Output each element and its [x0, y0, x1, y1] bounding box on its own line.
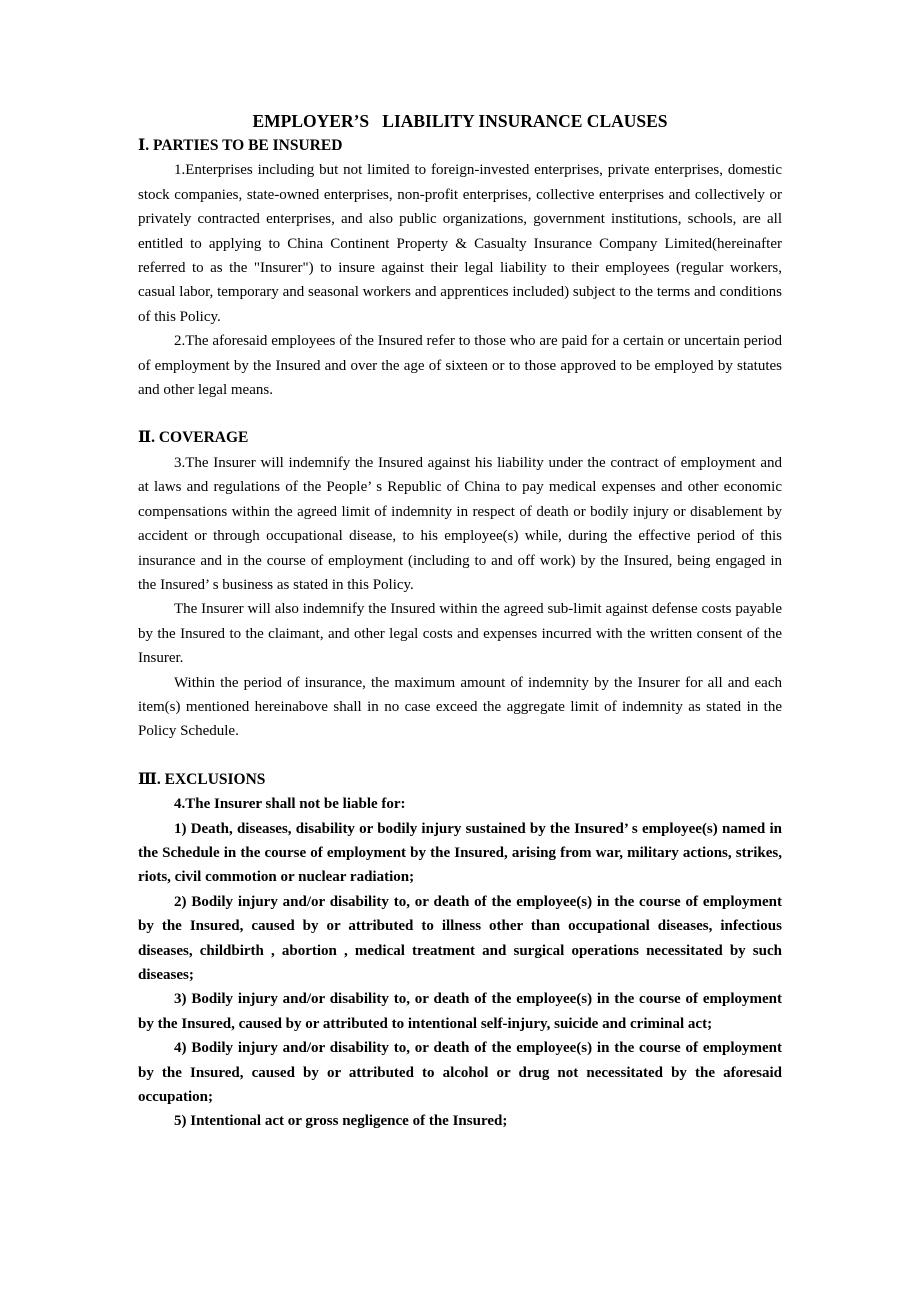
- document-title: EMPLOYER’S LIABILITY INSURANCE CLAUSES: [252, 111, 668, 131]
- paragraph: 3.The Insurer will indemnify the Insured against his liability under the contract of employment and at laws and regulations of the People’ s Republic of China to pay medical expenses and other economic compensations within the agreed limit of indemnity in respect of death or bodily injury or disablement by accident or through occupational disease, to his employee(s) while, during the effective period of this insurance and in the course of employment (including to and off work) by the Insured, being engaged in the Insured’ s business as stated in this Policy.: [138, 454, 782, 593]
- paragraph: 1) Death, diseases, disability or bodily injury sustained by the Insured’ s employee(s) named in the Schedule in the course of employment by the Insured, arising from war, military actions, strikes, riots, civil commotion or nuclear radiation;: [138, 820, 782, 886]
- paragraph: Within the period of insurance, the maximum amount of indemnity by the Insurer for all and each item(s) mentioned hereinabove shall in no case exceed the aggregate limit of indemnity as stated in the Policy Schedule.: [138, 674, 782, 740]
- section-parties-to-be-insured: [138, 134, 782, 402]
- paragraph: 4.The Insurer shall not be liable for:: [174, 796, 406, 813]
- paragraph: 2.The aforesaid employees of the Insured refer to those who are paid for a certain or uncertain period of employment by the Insured and over the age of sixteen or to those approved to be employed by statutes and other legal means.: [138, 333, 782, 399]
- section-exclusions: [138, 768, 782, 1134]
- paragraph: 1.Enterprises including but not limited to foreign-invested enterprises, private enterprises, domestic stock companies, state-owned enterprises, non-profit enterprises, collective enterprises and collectively or privately contracted enterprises, and also public organizations, government institutions, schools, are all entitled to applying to China Continent Property & Casualty Insurance Company Limited(hereinafter referred to as the "Insurer") to insure against their legal liability to their employees (regular workers, casual labor, temporary and seasonal workers and apprentices included) subject to the terms and conditions of this Policy.: [138, 162, 782, 325]
- paragraph: The Insurer will also indemnify the Insured within the agreed sub-limit against defense costs payable by the Insured to the claimant, and other legal costs and expenses incurred with the written consent of the Insurer.: [138, 601, 782, 667]
- paragraph: 4) Bodily injury and/or disability to, or death of the employee(s) in the course of employment by the Insured, caused by or attributed to alcohol or drug not necessitated by the aforesaid occupation;: [138, 1040, 782, 1106]
- paragraph: 5) Intentional act or gross negligence of the Insured;: [174, 1113, 508, 1130]
- section-coverage: [138, 426, 782, 743]
- section-heading-coverage: Ⅱ. COVERAGE: [138, 429, 249, 447]
- paragraph: 2) Bodily injury and/or disability to, or death of the employee(s) in the course of employment by the Insured, caused by or attributed to illness other than occupational diseases, infectious diseases, childbirth , abortion , medical treatment and surgical operations necessitated by such diseases;: [138, 893, 782, 983]
- section-heading-exclusions: Ⅲ. EXCLUSIONS: [138, 770, 266, 788]
- section-heading-parties: Ⅰ. PARTIES TO BE INSURED: [138, 137, 343, 154]
- paragraph: 3) Bodily injury and/or disability to, or death of the employee(s) in the course of employment by the Insured, caused by or attributed to intentional self-injury, suicide and criminal act;: [138, 991, 782, 1032]
